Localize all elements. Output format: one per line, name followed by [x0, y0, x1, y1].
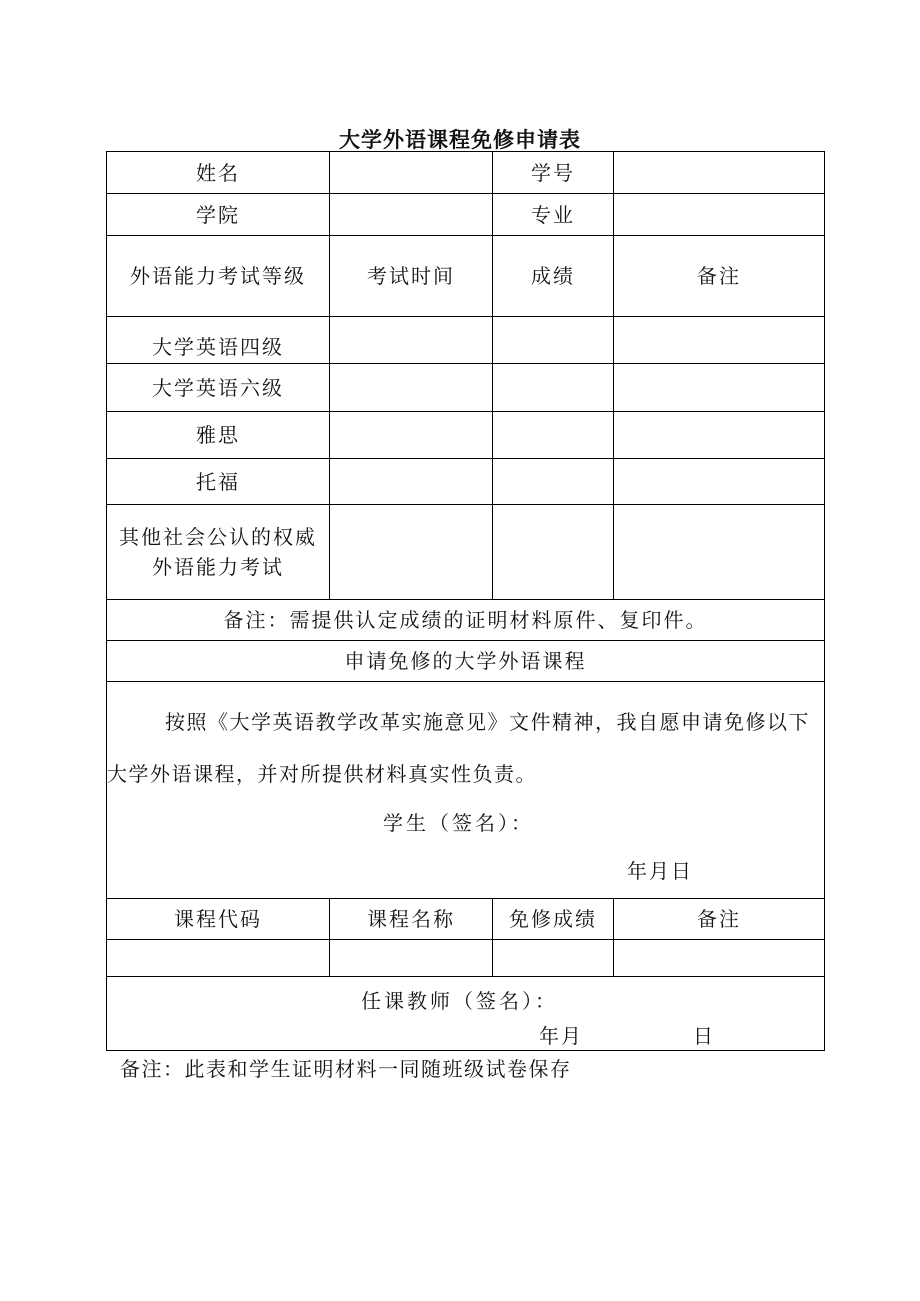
footnote: 备注：此表和学生证明材料一同随班级试卷保存: [120, 1057, 572, 1081]
major-field[interactable]: [614, 194, 825, 236]
exempt-score-header: 免修成绩: [493, 899, 614, 940]
exam-time-cell[interactable]: [330, 412, 493, 459]
course-note-header: 备注: [614, 899, 825, 940]
exam-score-cell[interactable]: [493, 459, 614, 505]
exam-row-toefl: [107, 459, 825, 505]
exam-note-header: 备注: [614, 236, 825, 317]
exam-name: 大学英语六级: [107, 364, 330, 412]
exam-time-header: 考试时间: [330, 236, 493, 317]
course-section-row: [107, 641, 825, 682]
course-row: [107, 940, 825, 977]
course-header-row: [107, 899, 825, 940]
teacher-date-year-month: 年月: [539, 1024, 583, 1048]
exam-name: 其他社会公认的权威外语能力考试: [107, 505, 330, 600]
exam-header-row: [107, 236, 825, 317]
student-id-label: 学号: [493, 152, 614, 194]
exam-time-cell[interactable]: [330, 317, 493, 364]
exam-score-cell[interactable]: [493, 505, 614, 600]
exam-score-cell[interactable]: [493, 364, 614, 412]
exam-name: 雅思: [107, 412, 330, 459]
teacher-date-day: 日: [693, 1024, 715, 1048]
application-form-table: [106, 151, 825, 1051]
student-date-label: 年月日: [627, 859, 693, 883]
exam-level-header: 外语能力考试等级: [107, 236, 330, 317]
course-note-cell[interactable]: [614, 940, 825, 977]
exam-score-cell[interactable]: [493, 412, 614, 459]
declaration-text: 按照《大学英语教学改革实施意见》文件精神，我自愿申请免修以下大学外语课程，并对所提供材料真实性负责。: [107, 710, 810, 786]
course-code-header: 课程代码: [107, 899, 330, 940]
exam-note-cell[interactable]: [614, 505, 825, 600]
exam-row-ielts: [107, 412, 825, 459]
declaration-cell: [107, 682, 825, 899]
major-label: 专业: [493, 194, 614, 236]
exam-note-cell[interactable]: [614, 317, 825, 364]
form-title: 大学外语课程免修申请表: [339, 128, 581, 152]
exempt-score-cell[interactable]: [493, 940, 614, 977]
exam-note-cell[interactable]: [614, 412, 825, 459]
name-field[interactable]: [330, 152, 493, 194]
exam-time-cell[interactable]: [330, 505, 493, 600]
materials-note-row: [107, 600, 825, 641]
course-name-header: 课程名称: [330, 899, 493, 940]
course-name-cell[interactable]: [330, 940, 493, 977]
exam-name: 大学英语四级: [107, 317, 330, 364]
teacher-signature-row: [107, 977, 825, 1051]
name-row: [107, 152, 825, 194]
exam-note-cell[interactable]: [614, 459, 825, 505]
teacher-signature-cell: [107, 977, 825, 1051]
exam-row-cet6: [107, 364, 825, 412]
student-signature-label: 学生（签名）：: [383, 811, 534, 835]
student-id-field[interactable]: [614, 152, 825, 194]
declaration-row: [107, 682, 825, 899]
exam-row-other: [107, 505, 825, 600]
exam-row-cet4: [107, 317, 825, 364]
college-label: 学院: [107, 194, 330, 236]
exam-name: 托福: [107, 459, 330, 505]
course-code-cell[interactable]: [107, 940, 330, 977]
exam-score-cell[interactable]: [493, 317, 614, 364]
teacher-signature-label: 任课教师（签名）：: [361, 989, 558, 1013]
course-section-title: 申请免修的大学外语课程: [107, 641, 825, 682]
college-field[interactable]: [330, 194, 493, 236]
exam-note-cell[interactable]: [614, 364, 825, 412]
materials-note: 备注：需提供认定成绩的证明材料原件、复印件。: [107, 600, 825, 641]
name-label: 姓名: [107, 152, 330, 194]
exam-score-header: 成绩: [493, 236, 614, 317]
college-row: [107, 194, 825, 236]
exam-time-cell[interactable]: [330, 364, 493, 412]
exam-time-cell[interactable]: [330, 459, 493, 505]
